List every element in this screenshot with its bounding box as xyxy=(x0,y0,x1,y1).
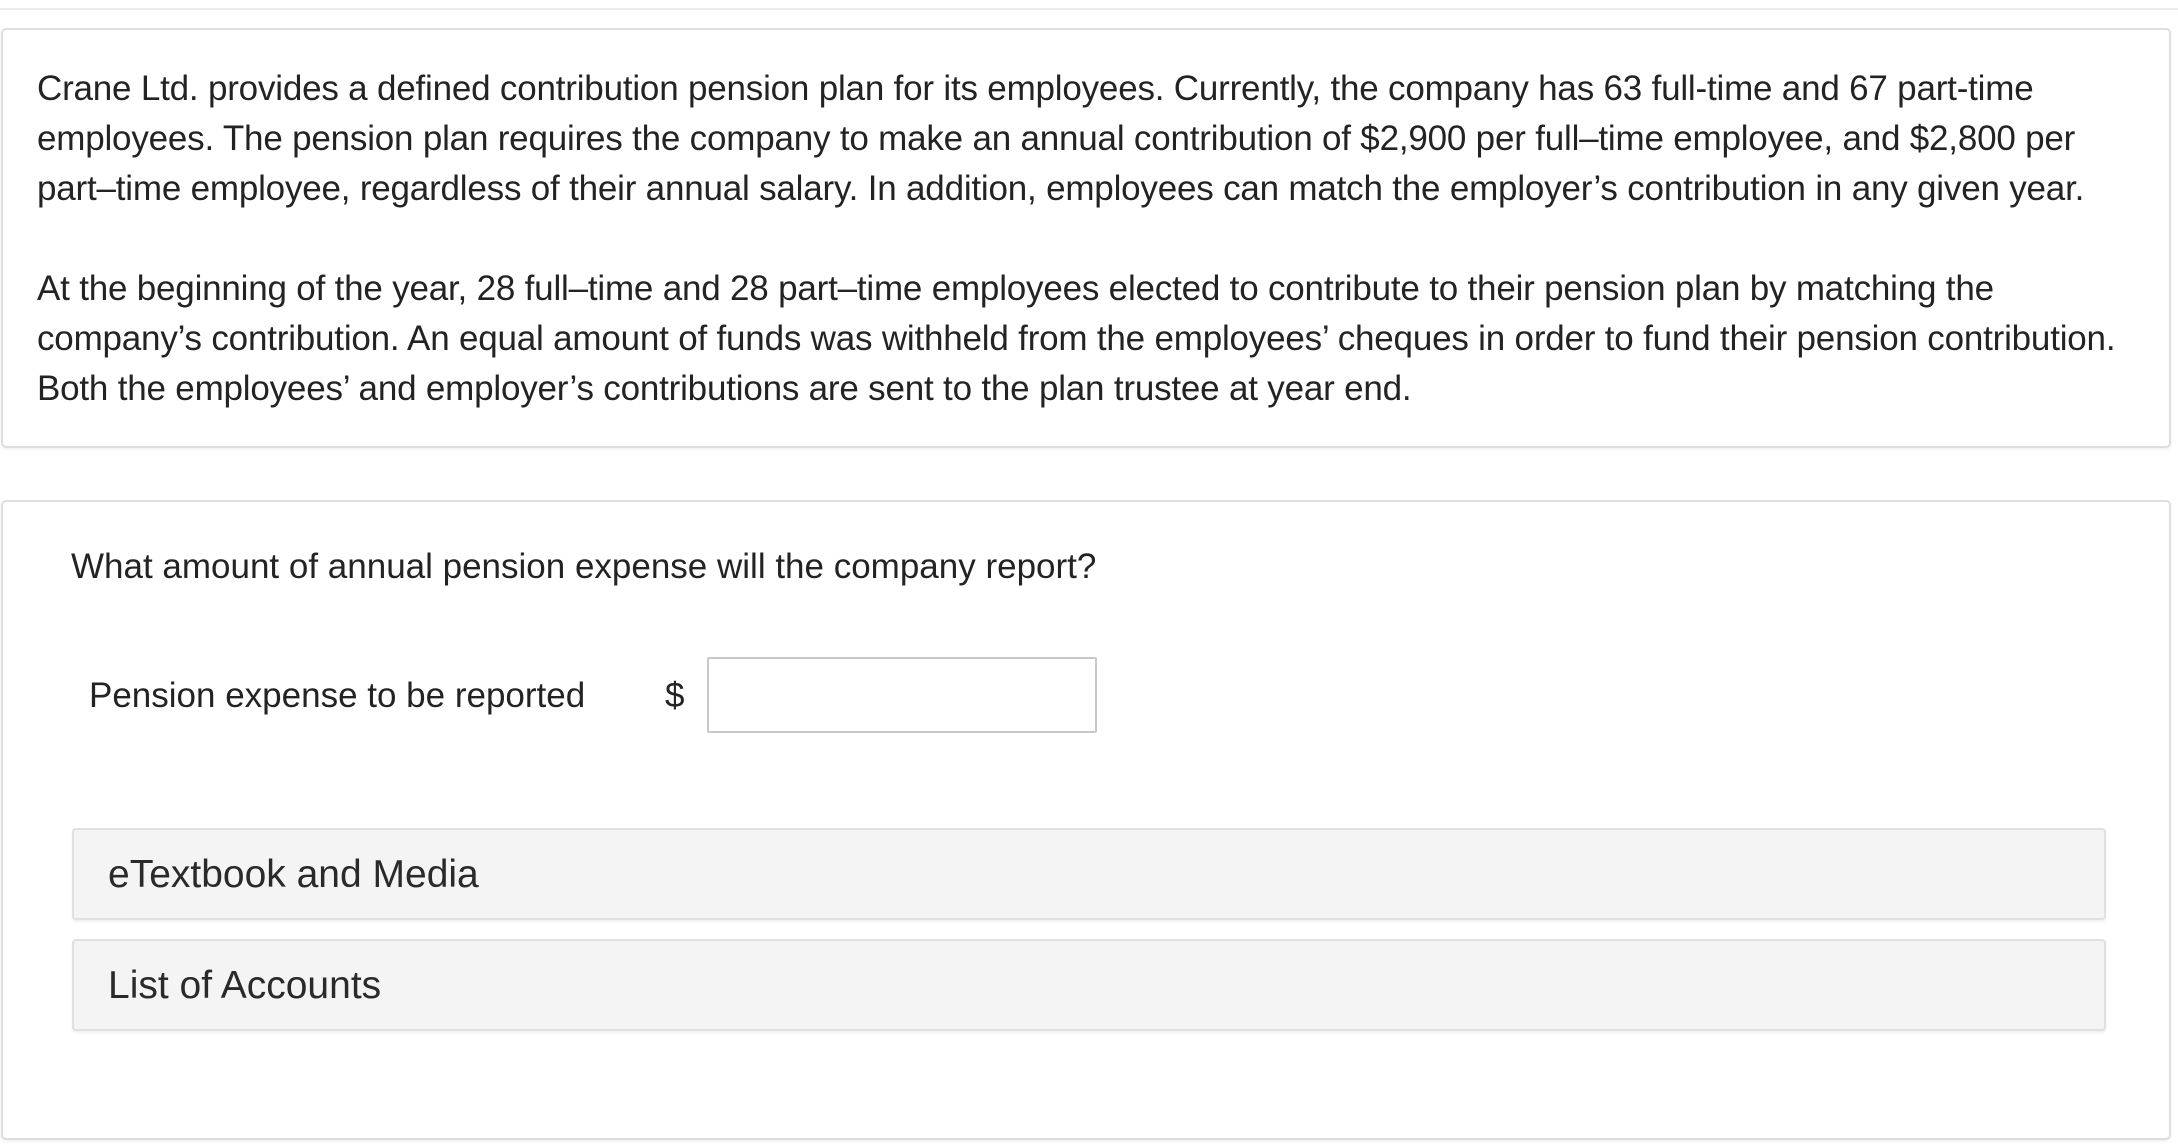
pension-expense-input[interactable] xyxy=(707,657,1097,733)
question-card xyxy=(1,500,2171,1140)
top-divider xyxy=(0,8,2178,10)
etextbook-media-toggle[interactable] xyxy=(72,828,2106,920)
list-of-accounts-label: List of Accounts xyxy=(108,964,382,1007)
answer-row xyxy=(89,657,1149,737)
etextbook-media-label: eTextbook and Media xyxy=(108,853,479,896)
answer-label: Pension expense to be reported xyxy=(89,676,586,715)
problem-paragraph-1: Crane Ltd. provides a defined contribution pension plan for its employees. Currently, the company has 63 full-time and 67 part-time employees. The pension plan requires the company to make an annual contribution of $2,900 per full–time employee, and $2,800 per part–time employee, regardless of their annual salary. In addition, employees can match the employer’s contribution in any given year. xyxy=(37,69,2085,208)
currency-symbol: $ xyxy=(665,676,685,715)
question-text: What amount of annual pension expense will the company report? xyxy=(71,547,1097,586)
problem-statement-card xyxy=(1,28,2171,448)
problem-paragraph-2: At the beginning of the year, 28 full–time and 28 part–time employees elected to contribute to their pension plan by matching the company’s contribution. An equal amount of funds was withheld from the employees’ cheques in order to fund their pension contribution. Both the employees’ and employer’s contributions are sent to the plan trustee at year end. xyxy=(37,269,2116,408)
list-of-accounts-toggle[interactable] xyxy=(72,939,2106,1031)
